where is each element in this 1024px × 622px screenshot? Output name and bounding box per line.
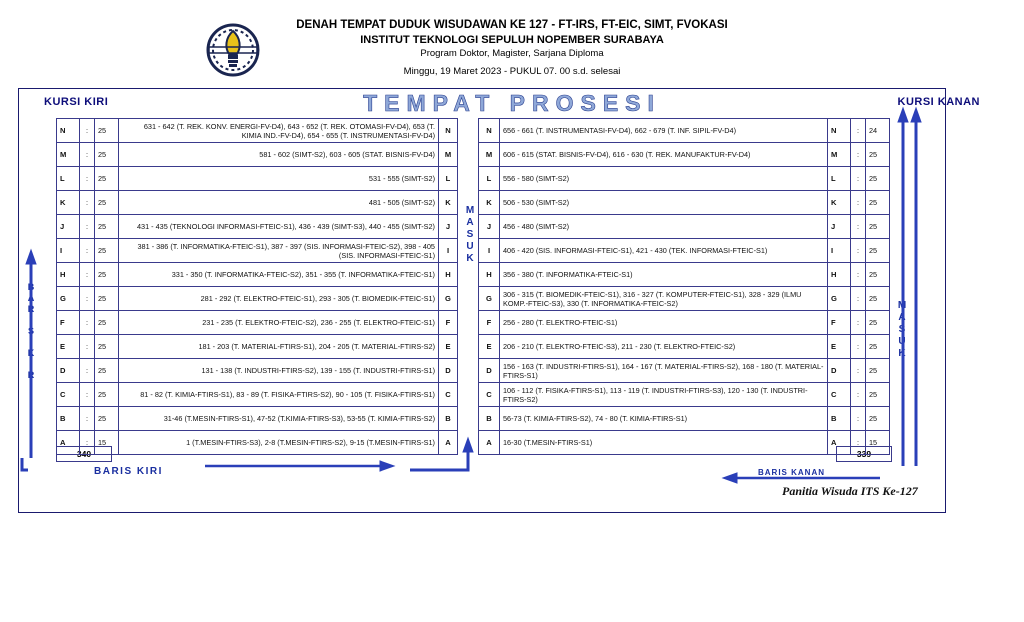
row-count: 25 bbox=[866, 143, 890, 167]
row-colon: : bbox=[851, 287, 866, 311]
row-letter: E bbox=[57, 335, 80, 359]
row-letter: J bbox=[57, 215, 80, 239]
row-count: 25 bbox=[866, 287, 890, 311]
table-row bbox=[479, 167, 890, 191]
row-letter: J bbox=[828, 215, 851, 239]
row-letter: D bbox=[828, 359, 851, 383]
total-left: 340 bbox=[56, 446, 112, 462]
row-letter-start: H bbox=[479, 263, 500, 287]
baris-kanan-label: BARIS KANAN bbox=[758, 468, 825, 477]
row-description: 431 - 435 (TEKNOLOGI INFORMASI-FTEIC-S1), 436 - 439 (SIMT-S3), 440 - 455 (SIMT-S2) bbox=[119, 215, 439, 239]
row-letter-start: J bbox=[479, 215, 500, 239]
table-row bbox=[57, 239, 458, 263]
kursi-kiri-label: KURSI KIRI bbox=[44, 96, 109, 108]
row-count: 25 bbox=[95, 167, 119, 191]
table-row bbox=[479, 287, 890, 311]
row-description: 281 - 292 (T. ELEKTRO-FTEIC-S1), 293 - 305 (T. BIOMEDIK-FTEIC-S1) bbox=[119, 287, 439, 311]
row-letter: A bbox=[57, 431, 80, 455]
row-letter: H bbox=[57, 263, 80, 287]
row-letter-start: I bbox=[479, 239, 500, 263]
row-description: 456 - 480 (SIMT-S2) bbox=[500, 215, 828, 239]
row-letter-end: I bbox=[439, 239, 458, 263]
row-description: 256 - 280 (T. ELEKTRO-FTEIC-S1) bbox=[500, 311, 828, 335]
row-count: 25 bbox=[866, 335, 890, 359]
row-colon: : bbox=[80, 359, 95, 383]
row-description: 1 (T.MESIN-FTIRS-S3), 2-8 (T.MESIN-FTIRS-S2), 9-15 (T.MESIN-FTIRS-S1) bbox=[119, 431, 439, 455]
header-line-2: INSTITUT TEKNOLOGI SEPULUH NOPEMBER SURABAYA bbox=[360, 34, 664, 46]
table-row bbox=[479, 359, 890, 383]
row-letter: G bbox=[57, 287, 80, 311]
row-letter-end: B bbox=[439, 407, 458, 431]
row-colon: : bbox=[851, 335, 866, 359]
row-description: 356 - 380 (T. INFORMATIKA-FTEIC-S1) bbox=[500, 263, 828, 287]
row-letter-end: N bbox=[439, 119, 458, 143]
row-letter-start: G bbox=[479, 287, 500, 311]
row-description: 556 - 580 (SIMT-S2) bbox=[500, 167, 828, 191]
header-line-4: Minggu, 19 Maret 2023 - PUKUL 07. 00 s.d. selesai bbox=[403, 66, 621, 77]
table-row bbox=[479, 335, 890, 359]
row-letter: G bbox=[828, 287, 851, 311]
row-colon: : bbox=[80, 119, 95, 143]
row-colon: : bbox=[851, 311, 866, 335]
row-letter-start: D bbox=[479, 359, 500, 383]
row-colon: : bbox=[80, 407, 95, 431]
row-colon: : bbox=[851, 215, 866, 239]
row-description: 506 - 530 (SIMT-S2) bbox=[500, 191, 828, 215]
row-letter: K bbox=[828, 191, 851, 215]
total-right: 339 bbox=[836, 446, 892, 462]
row-count: 25 bbox=[95, 383, 119, 407]
baris-kiri-label: BARIS KIRI bbox=[94, 466, 163, 477]
row-colon: : bbox=[851, 167, 866, 191]
row-letter: F bbox=[828, 311, 851, 335]
row-colon: : bbox=[851, 119, 866, 143]
table-row bbox=[57, 191, 458, 215]
table-row bbox=[57, 407, 458, 431]
row-letter-end: M bbox=[439, 143, 458, 167]
table-row bbox=[57, 383, 458, 407]
table-row bbox=[479, 431, 890, 455]
table-row bbox=[479, 263, 890, 287]
row-description: 31-46 (T.MESIN-FTIRS-S1), 47-52 (T.KIMIA-FTIRS-S3), 53-55 (T. KIMIA-FTIRS-S2) bbox=[119, 407, 439, 431]
row-description: 631 - 642 (T. REK. KONV. ENERGI-FV-D4), 643 - 652 (T. REK. OTOMASI-FV-D4), 653 (T. KIMIA IND.-FV-D4), 654 - 655 (T. INSTRUMENTASI-FV-D4) bbox=[119, 119, 439, 143]
row-colon: : bbox=[80, 335, 95, 359]
row-count: 25 bbox=[866, 239, 890, 263]
row-letter-start: M bbox=[479, 143, 500, 167]
row-colon: : bbox=[80, 311, 95, 335]
row-description: 381 - 386 (T. INFORMATIKA-FTEIC-S1), 387 - 397 (SIS. INFORMASI-FTEIC-S2), 398 - 405 (SIS. INFORMASI-FTEIC-S1) bbox=[119, 239, 439, 263]
left-seating-table bbox=[56, 118, 458, 455]
row-count: 25 bbox=[866, 359, 890, 383]
row-letter: C bbox=[828, 383, 851, 407]
row-count: 25 bbox=[95, 311, 119, 335]
row-description: 581 - 602 (SIMT-S2), 603 - 605 (STAT. BISNIS-FV-D4) bbox=[119, 143, 439, 167]
table-row bbox=[57, 119, 458, 143]
row-letter-end: H bbox=[439, 263, 458, 287]
table-row bbox=[57, 215, 458, 239]
row-letter-end: D bbox=[439, 359, 458, 383]
row-description: 331 - 350 (T. INFORMATIKA-FTEIC-S2), 351 - 355 (T. INFORMATIKA-FTEIC-S1) bbox=[119, 263, 439, 287]
row-letter-start: A bbox=[479, 431, 500, 455]
row-count: 25 bbox=[95, 335, 119, 359]
row-letter: F bbox=[57, 311, 80, 335]
table-row bbox=[479, 119, 890, 143]
header-line-1: DENAH TEMPAT DUDUK WISUDAWAN KE 127 - FT-IRS, FT-EIC, SIMT, FVOKASI bbox=[296, 19, 728, 31]
row-letter: M bbox=[57, 143, 80, 167]
row-description: 306 - 315 (T. BIOMEDIK-FTEIC-S1), 316 - 327 (T. KOMPUTER-FTEIC-S1), 328 - 329 (ILMU KOMP.-FTEIC-S3), 330 (T. INFORMATIKA-FTEIC-S2) bbox=[500, 287, 828, 311]
table-row bbox=[57, 335, 458, 359]
row-count: 25 bbox=[866, 191, 890, 215]
row-letter: I bbox=[828, 239, 851, 263]
row-letter: I bbox=[57, 239, 80, 263]
header-line-3: Program Doktor, Magister, Sarjana Diploma bbox=[420, 48, 604, 59]
row-count: 25 bbox=[95, 119, 119, 143]
row-colon: : bbox=[80, 143, 95, 167]
table-row bbox=[57, 263, 458, 287]
table-row bbox=[479, 191, 890, 215]
table-row bbox=[479, 311, 890, 335]
row-description: 56-73 (T. KIMIA-FTIRS-S2), 74 - 80 (T. KIMIA-FTIRS-S1) bbox=[500, 407, 828, 431]
row-count: 25 bbox=[866, 215, 890, 239]
right-seating-table bbox=[478, 118, 890, 455]
row-letter: A bbox=[828, 431, 851, 455]
row-letter-end: J bbox=[439, 215, 458, 239]
row-colon: : bbox=[80, 431, 95, 455]
row-letter: B bbox=[57, 407, 80, 431]
row-count: 15 bbox=[95, 431, 119, 455]
panitia-signature: Panitia Wisuda ITS Ke-127 bbox=[782, 484, 918, 498]
row-count: 25 bbox=[866, 167, 890, 191]
row-count: 15 bbox=[866, 431, 890, 455]
row-count: 25 bbox=[866, 383, 890, 407]
row-colon: : bbox=[80, 191, 95, 215]
masuk-left-label: M A S U K bbox=[465, 205, 475, 264]
row-description: 156 - 163 (T. INDUSTRI-FTIRS-S1), 164 - 167 (T. MATERIAL-FTIRS-S2), 168 - 180 (T. MATERIAL-FTIRS-S1) bbox=[500, 359, 828, 383]
row-description: 206 - 210 (T. ELEKTRO-FTEIC-S3), 211 - 230 (T. ELEKTRO-FTEIC-S2) bbox=[500, 335, 828, 359]
row-count: 25 bbox=[866, 407, 890, 431]
row-description: 131 - 138 (T. INDUSTRI-FTIRS-S2), 139 - 155 (T. INDUSTRI-FTIRS-S1) bbox=[119, 359, 439, 383]
row-colon: : bbox=[80, 383, 95, 407]
table-row bbox=[479, 383, 890, 407]
row-letter-end: C bbox=[439, 383, 458, 407]
row-colon: : bbox=[851, 383, 866, 407]
row-colon: : bbox=[80, 239, 95, 263]
row-letter: D bbox=[57, 359, 80, 383]
tempat-prosesi-title: TEMPAT PROSESI bbox=[363, 90, 661, 116]
row-letter-start: N bbox=[479, 119, 500, 143]
row-count: 25 bbox=[95, 287, 119, 311]
kursi-kanan-label: KURSI KANAN bbox=[897, 96, 980, 108]
baris-kiri-vertical-label: B A R I S K I R I bbox=[27, 282, 35, 391]
row-colon: : bbox=[80, 215, 95, 239]
row-description: 606 - 615 (STAT. BISNIS-FV-D4), 616 - 630 (T. REK. MANUFAKTUR-FV-D4) bbox=[500, 143, 828, 167]
masuk-right-label: M A S U K bbox=[897, 300, 907, 359]
row-count: 25 bbox=[95, 407, 119, 431]
table-row bbox=[57, 287, 458, 311]
row-count: 25 bbox=[95, 143, 119, 167]
row-description: 406 - 420 (SIS. INFORMASI-FTEIC-S1), 421 - 430 (TEK. INFORMASI-FTEIC-S1) bbox=[500, 239, 828, 263]
table-row bbox=[57, 311, 458, 335]
table-row bbox=[479, 143, 890, 167]
row-letter: L bbox=[828, 167, 851, 191]
row-letter-start: F bbox=[479, 311, 500, 335]
row-letter: N bbox=[828, 119, 851, 143]
row-letter-end: L bbox=[439, 167, 458, 191]
row-letter: H bbox=[828, 263, 851, 287]
row-colon: : bbox=[851, 431, 866, 455]
row-description: 16-30 (T.MESIN-FTIRS-S1) bbox=[500, 431, 828, 455]
row-colon: : bbox=[80, 263, 95, 287]
row-colon: : bbox=[851, 359, 866, 383]
row-description: 481 - 505 (SIMT-S2) bbox=[119, 191, 439, 215]
row-colon: : bbox=[80, 287, 95, 311]
row-description: 656 - 661 (T. INSTRUMENTASI-FV-D4), 662 - 679 (T. INF. SIPIL-FV-D4) bbox=[500, 119, 828, 143]
table-row bbox=[57, 359, 458, 383]
row-description: 231 - 235 (T. ELEKTRO-FTEIC-S2), 236 - 255 (T. ELEKTRO-FTEIC-S1) bbox=[119, 311, 439, 335]
row-letter-end: E bbox=[439, 335, 458, 359]
row-letter: N bbox=[57, 119, 80, 143]
row-letter: B bbox=[828, 407, 851, 431]
row-description: 81 - 82 (T. KIMIA-FTIRS-S1), 83 - 89 (T. FISIKA-FTIRS-S2), 90 - 105 (T. FISIKA-FTIRS-S1) bbox=[119, 383, 439, 407]
row-letter: K bbox=[57, 191, 80, 215]
table-row bbox=[479, 407, 890, 431]
row-letter-end: A bbox=[439, 431, 458, 455]
row-count: 25 bbox=[866, 263, 890, 287]
row-count: 25 bbox=[95, 191, 119, 215]
table-row bbox=[57, 143, 458, 167]
row-letter-start: K bbox=[479, 191, 500, 215]
row-letter-start: E bbox=[479, 335, 500, 359]
row-count: 24 bbox=[866, 119, 890, 143]
row-letter: C bbox=[57, 383, 80, 407]
row-letter: E bbox=[828, 335, 851, 359]
row-description: 181 - 203 (T. MATERIAL-FTIRS-S1), 204 - 205 (T. MATERIAL-FTIRS-S2) bbox=[119, 335, 439, 359]
row-colon: : bbox=[851, 191, 866, 215]
table-row bbox=[57, 431, 458, 455]
row-letter-start: C bbox=[479, 383, 500, 407]
row-letter-start: L bbox=[479, 167, 500, 191]
document-header bbox=[0, 18, 1024, 79]
row-colon: : bbox=[851, 407, 866, 431]
row-letter: L bbox=[57, 167, 80, 191]
row-count: 25 bbox=[95, 359, 119, 383]
row-letter-start: B bbox=[479, 407, 500, 431]
row-letter-end: F bbox=[439, 311, 458, 335]
table-row bbox=[479, 215, 890, 239]
row-letter: M bbox=[828, 143, 851, 167]
row-description: 531 - 555 (SIMT-S2) bbox=[119, 167, 439, 191]
row-count: 25 bbox=[866, 311, 890, 335]
row-colon: : bbox=[851, 143, 866, 167]
table-row bbox=[479, 239, 890, 263]
row-description: 106 - 112 (T. FISIKA-FTIRS-S1), 113 - 119 (T. INDUSTRI-FTIRS-S3), 120 - 130 (T. INDUSTRI-FTIRS-S2) bbox=[500, 383, 828, 407]
row-colon: : bbox=[851, 239, 866, 263]
row-count: 25 bbox=[95, 239, 119, 263]
table-row bbox=[57, 167, 458, 191]
row-letter-end: G bbox=[439, 287, 458, 311]
row-letter-end: K bbox=[439, 191, 458, 215]
row-count: 25 bbox=[95, 263, 119, 287]
row-colon: : bbox=[851, 263, 866, 287]
row-colon: : bbox=[80, 167, 95, 191]
row-count: 25 bbox=[95, 215, 119, 239]
